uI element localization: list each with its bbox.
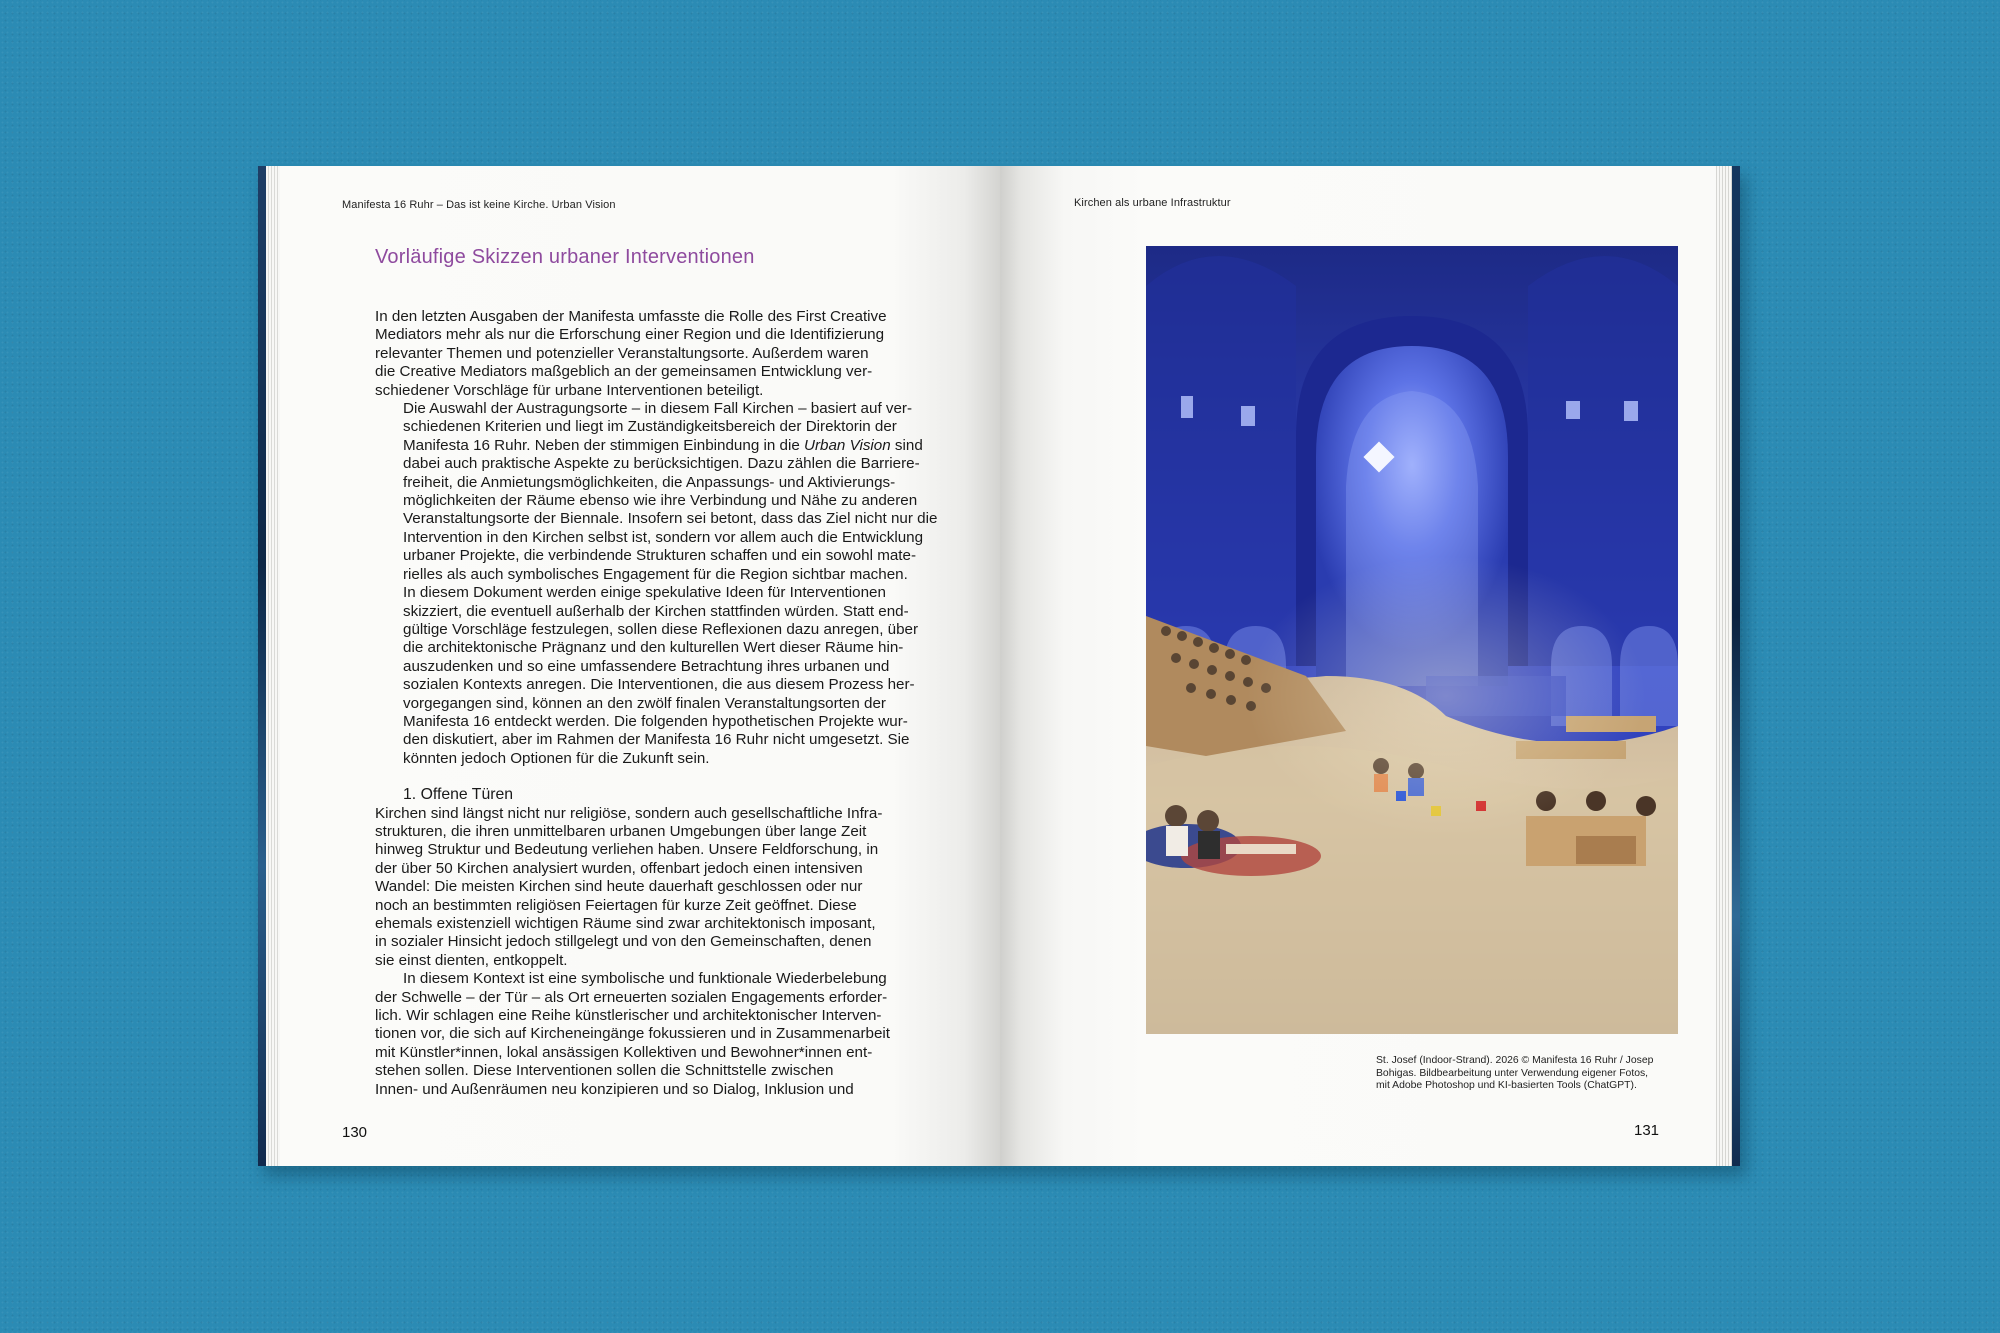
right-page bbox=[1000, 166, 1716, 1166]
page-number-right: 131 bbox=[1634, 1122, 1660, 1139]
left-page bbox=[280, 166, 1000, 1166]
open-book bbox=[258, 166, 1740, 1166]
paragraph-2: Die Auswahl der Austragungsorte – in diesem Fall Kirchen – basiert auf ver- schiedenen Kriterien und liegt im Zuständigkeitsbereich der Direktorin der Manifesta 16 Ruhr. Neben der stimmigen Einbindung in die Urban Vision sind dabei auch praktische Aspekte zu berücksichtigen. Dazu zählen die Barriere- freiheit, die Anmietungsmöglichkeiten, die Anpassungs- und Aktivierungs- möglichkeiten der Räume ebenso wie ihre Verbindung und Nähe zu anderen Veranstaltungsorte der Biennale. Insofern sei betont, dass das Ziel nicht nur die Intervention in den Kirchen selbst ist, sondern vor allem auch die Entwicklung urbaner Projekte, die verbindende Strukturen schaffen und ein sowohl mate- rielles als auch symbolisches Engagement für die Region sichtbar machen. bbox=[403, 400, 938, 583]
church-beach-photo bbox=[1146, 246, 1678, 1034]
subheading-offene-tueren: 1. Offene Türen bbox=[403, 786, 514, 804]
body-text bbox=[375, 308, 938, 1099]
paragraph-1: In den letzten Ausgaben der Manifesta umfasste die Rolle des First Creative Mediators mehr als nur die Erforschung einer Region und die Identifizierung relevanter Themen und potenzieller Veranstaltungsorte. Außerdem waren die Creative Mediators maßgeblich an der gemeinsamen Entwicklung ver- schiedener Vorschläge für urbane Interventionen beteiligt. bbox=[375, 308, 887, 399]
page-edges-right bbox=[1714, 166, 1732, 1166]
running-head-left: Manifesta 16 Ruhr – Das ist keine Kirche. Urban Vision bbox=[342, 199, 616, 211]
photo-caption: St. Josef (Indoor-Strand). 2026 © Manifesta 16 Ruhr / Josep Bohigas. Bildbearbeitung unter Verwendung eigener Fotos, mit Adobe Photoshop und KI-basierten Tools (ChatGPT). bbox=[1376, 1055, 1654, 1092]
paragraph-5: In diesem Kontext ist eine symbolische und funktionale Wiederbelebung der Schwelle – der Tür – als Ort erneuerten sozialen Engagements erforder- lich. Wir schlagen eine Reihe künstlerischer und architektonischer Interven- tionen vor, die sich auf Kircheneingänge fokussieren und in Zusammenarbeit mit Künstler*innen, lokal ansässigen Kollektiven und Bewohner*innen ent- stehen sollen. Diese Interventionen sollen die Schnittstelle zwischen Innen- und Außenräumen neu konzipieren und so Dialog, Inklusion und bbox=[375, 970, 890, 1098]
page-number-left: 130 bbox=[342, 1124, 368, 1141]
section-heading: Vorläufige Skizzen urbaner Interventionen bbox=[375, 246, 755, 268]
paragraph-4: Kirchen sind längst nicht nur religiöse, sondern auch gesellschaftliche Infra- strukturen, die ihren unmittelbaren urbanen Umgebungen über lange Zeit hinweg Struktur und Bedeutung verliehen haben. Unsere Feldforschung, in der über 50 Kirchen analysiert wurden, offenbart jedoch einen intensiven Wandel: Die meisten Kirchen sind heute dauerhaft geschlossen oder nur noch an bestimmten religiösen Feiertagen für kurze Zeit geöffnet. Diese ehemals existenziell wichtigen Räume sind zwar architektonisch imposant, in sozialer Hinsicht jedoch stillgelegt und von den Gemeinschaften, denen sie einst dienten, entkoppelt. bbox=[375, 804, 883, 969]
running-head-right: Kirchen als urbane Infrastruktur bbox=[1074, 197, 1231, 209]
paragraph-3: In diesem Dokument werden einige spekulative Ideen für Interventionen skizziert, die eventuell außerhalb der Kirchen stattfinden würden. Statt end- gültige Vorschläge festzulegen, sollen diese Reflexionen dazu anregen, über die architektonische Prägnanz und den kulturellen Wert dieser Räume hin- auszudenken und so eine umfassendere Betrachtung ihres urbanen und sozialen Kontexts anregen. Die Interventionen, die aus diesem Prozess her- vorgegangen sind, können an den zwölf finalen Veranstaltungsorten der Manifesta 16 entdeckt werden. Die folgenden hypothetischen Projekte wur- den diskutiert, aber im Rahmen der Manifesta 16 Ruhr nicht umgesetzt. Sie könnten jedoch Optionen für die Zukunft sein. bbox=[403, 584, 919, 767]
